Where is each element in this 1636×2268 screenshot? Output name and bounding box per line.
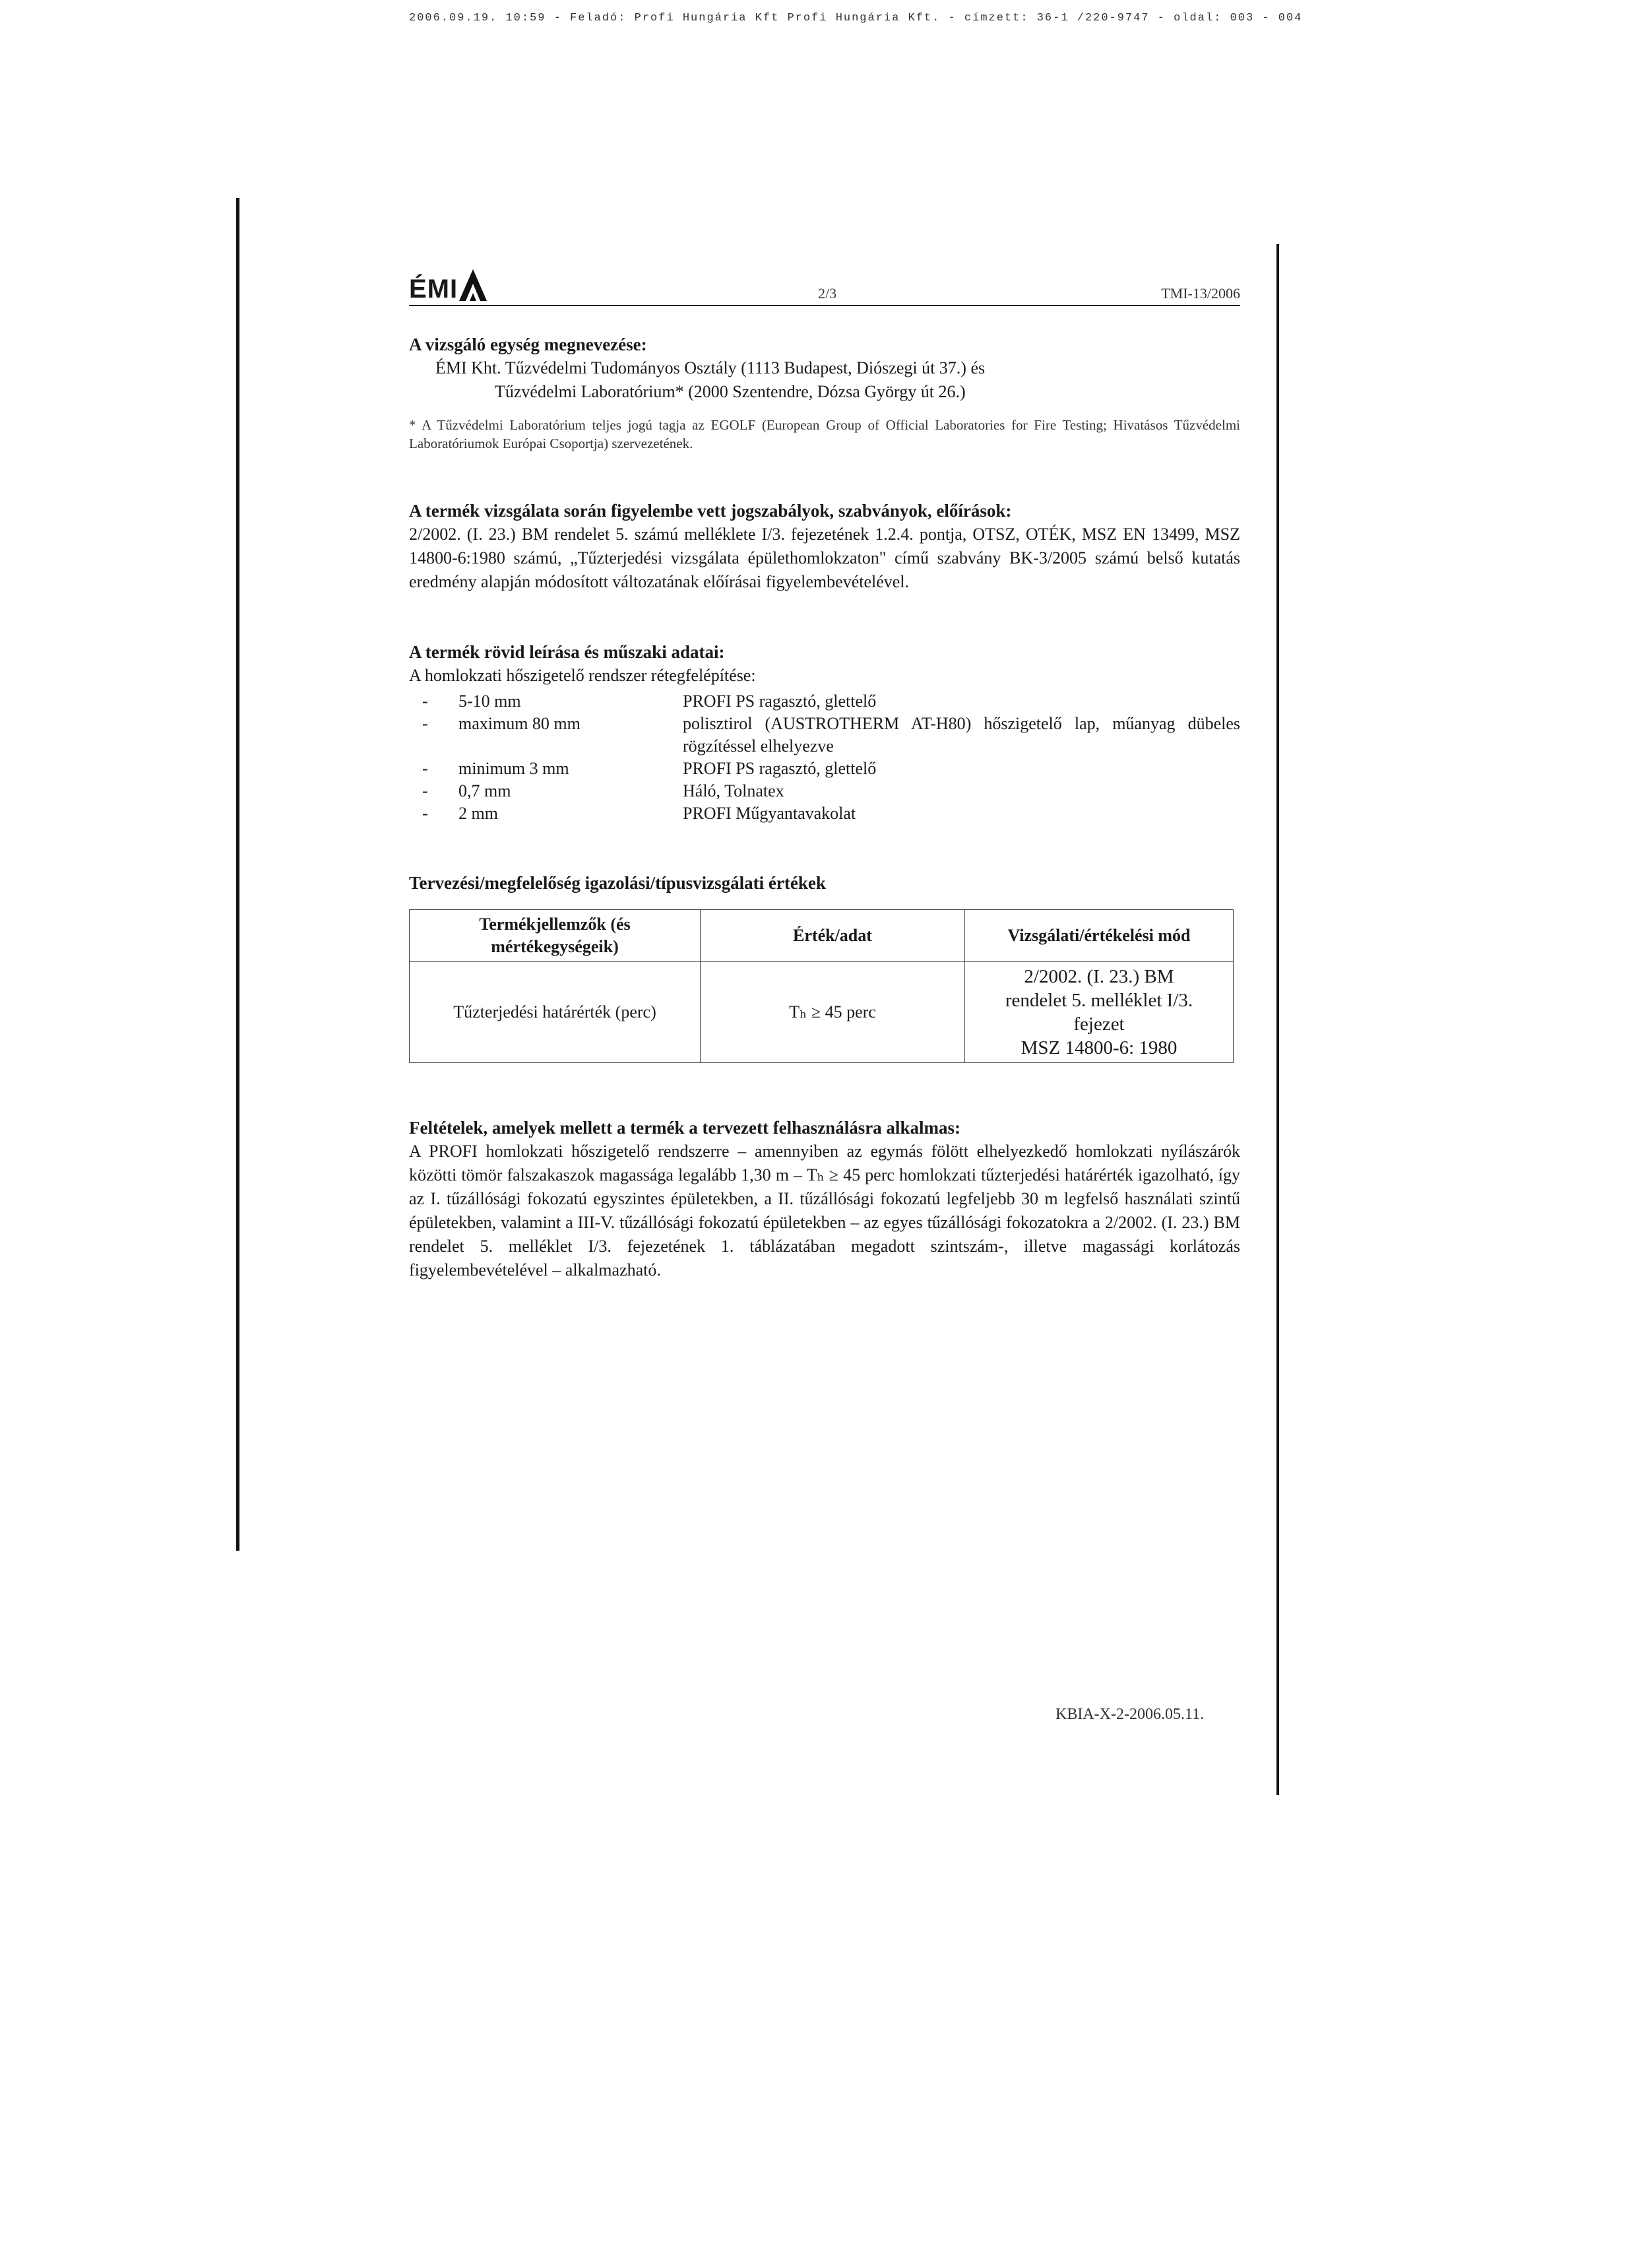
test-unit-line-2: Tűzvédelmi Laboratórium* (2000 Szentendre, Dózsa György út 26.) xyxy=(495,382,966,401)
layer-thickness: maximum 80 mm xyxy=(458,714,581,733)
conditions-text: A PROFI homlokzati hőszigetelő rendszerre – amennyiben az egymás fölött elhelyezkedő homlokzati nyílászárók közötti tömör falszakaszok magassága legalább 1,30 m – Tₕ ≥ 45 perc homlokzati tűzterjedési határérték igazolható, így az I. tűzállósági fokozatú egyszintes épületekben, a II. tűzállósági fokozatú legfeljebb 30 m legfelső használati szintű épületekben, valamint a III-V. tűzállósági fokozatú épületekben – az egyes tűzállósági fokozatokra a 2/2002. (I. 23.) BM rendelet 5. melléklet I/3. fejezetének 1. táblázatában megadott szintszám-, illetve magassági korlátozás figyelembevételével – alkalmazható. xyxy=(409,1142,1240,1280)
fax-header: 2006.09.19. 10:59 - Feladó: Profi Hungária Kft Profi Hungária Kft. - címzett: 36-1 /220-9747 - oldal: 003 - 004 xyxy=(409,12,1303,24)
scan-edge-right xyxy=(1276,244,1279,1795)
layer-thickness: 5-10 mm xyxy=(458,692,521,711)
layer-item: - 0,7 mm Háló, Tolnatex xyxy=(409,780,1240,802)
table-row xyxy=(410,962,1234,1063)
document-page xyxy=(409,257,1240,1282)
layer-material: polisztirol (AUSTROTHERM AT-H80) hőszigetelő lap, műanyag dübeles rögzítéssel elhelyezve xyxy=(683,714,1240,756)
layer-material: PROFI PS ragasztó, glettelő xyxy=(683,692,877,711)
layer-list xyxy=(409,690,1240,825)
cell-value: Tₕ ≥ 45 perc xyxy=(701,962,965,1063)
layer-item: - maximum 80 mm polisztirol (AUSTROTHERM AT-H80) hőszigetelő lap, műanyag dübeles rögzítéssel elhelyezve xyxy=(409,713,1240,758)
values-section xyxy=(409,871,1240,1063)
regulations-text: 2/2002. (I. 23.) BM rendelet 5. számú melléklete I/3. fejezetének 1.2.4. pontja, OTSZ, OTÉK, MSZ EN 13499, MSZ 14800-6:1980 számú, „Tűzterjedési vizsgálata épülethomlokzaton" című szabvány BK-3/2005 számú belső kutatás eredmény alapján módosított változatának előírásai figyelembevételével. xyxy=(409,525,1240,591)
form-reference: KBIA-X-2-2006.05.11. xyxy=(1055,1706,1205,1723)
layer-thickness: minimum 3 mm xyxy=(458,759,569,778)
layer-item: - 5-10 mm PROFI PS ragasztó, glettelő xyxy=(409,690,1240,713)
description-intro: A homlokzati hőszigetelő rendszer rétegfelépítése: xyxy=(409,666,756,685)
column-header-property: Termékjellemzők (és mértékegységeik) xyxy=(410,910,701,962)
layer-item: - 2 mm PROFI Műgyantavakolat xyxy=(409,802,1240,825)
regulations-section xyxy=(409,499,1240,594)
layer-thickness: 2 mm xyxy=(458,804,498,823)
logo-text: ÉMI xyxy=(409,275,458,304)
document-reference: TMI-13/2006 xyxy=(1161,285,1240,302)
values-heading: Tervezési/megfelelőség igazolási/típusvizsgálati értékek xyxy=(409,873,826,893)
page-header xyxy=(409,257,1240,306)
layer-material: Háló, Tolnatex xyxy=(683,781,784,800)
cell-method: 2/2002. (I. 23.) BM rendelet 5. melléklet I/3. fejezet MSZ 14800-6: 1980 xyxy=(965,962,1234,1063)
conditions-heading: Feltételek, amelyek mellett a termék a tervezett felhasználásra alkalmas: xyxy=(409,1118,960,1138)
layer-thickness: 0,7 mm xyxy=(458,781,511,800)
page-number: 2/3 xyxy=(818,285,837,302)
test-unit-footnote: * A Tűzvédelmi Laboratórium teljes jogú tagja az EGOLF (European Group of Official Laboratories for Fire Testing; Hivatásos Tűzvédelmi Laboratóriumok Európai Csoportja) szervezetének. xyxy=(409,417,1240,451)
test-unit-heading: A vizsgáló egység megnevezése: xyxy=(409,335,647,354)
emi-logo xyxy=(409,263,488,302)
test-unit-line-1: ÉMI Kht. Tűzvédelmi Tudományos Osztály (1113 Budapest, Diószegi út 37.) és xyxy=(435,358,986,377)
description-section xyxy=(409,640,1240,825)
conditions-section xyxy=(409,1116,1240,1282)
logo-mountain-icon xyxy=(458,268,488,302)
test-unit-section xyxy=(409,333,1240,453)
cell-property: Tűzterjedési határérték (perc) xyxy=(410,962,701,1063)
column-header-method: Vizsgálati/értékelési mód xyxy=(965,910,1234,962)
description-heading: A termék rövid leírása és műszaki adatai: xyxy=(409,642,725,662)
values-table xyxy=(409,909,1234,1063)
scan-edge-left xyxy=(236,198,239,1551)
column-header-value: Érték/adat xyxy=(701,910,965,962)
layer-material: PROFI PS ragasztó, glettelő xyxy=(683,759,877,778)
regulations-heading: A termék vizsgálata során figyelembe vett jogszabályok, szabványok, előírások: xyxy=(409,501,1012,521)
layer-material: PROFI Műgyantavakolat xyxy=(683,804,856,823)
layer-item: - minimum 3 mm PROFI PS ragasztó, glettelő xyxy=(409,758,1240,780)
